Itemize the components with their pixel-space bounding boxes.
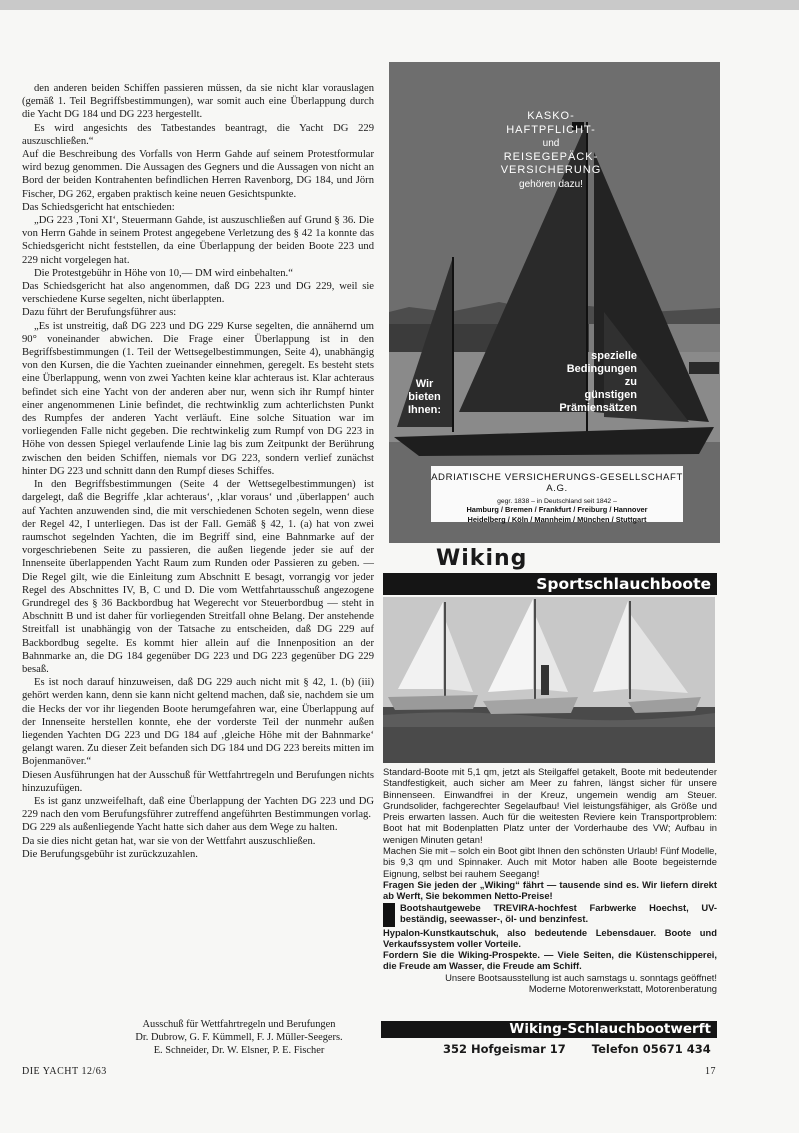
scan-top-edge bbox=[0, 0, 799, 10]
article-paragraph: Da sie dies nicht getan hat, war sie von der Wettfahrt auszuschließen. bbox=[22, 835, 316, 847]
wiking-paragraph-7: Unsere Bootsausstellung ist auch samstags u. sonntags geöffnet! bbox=[445, 971, 717, 983]
article-paragraph: Die Protestgebühr in Höhe von 10,— DM wird einbehalten.“ bbox=[34, 267, 293, 279]
offer-line-5: Prämiensätzen bbox=[559, 402, 637, 414]
insurance-company-box bbox=[431, 466, 683, 522]
article-paragraph: den anderen beiden Schiffen passieren müssen, da sie nicht klar vorauslagen (gemäß 1. Teil Begriffsbestimmungen), war somit auch eine Überlappung durch die Yacht DG 184 und DG 223 hergestellt. bbox=[22, 83, 374, 121]
committee-name: Ausschuß für Wettfahrtregeln und Berufungen bbox=[142, 1019, 336, 1030]
headline-line-5: VERSICHERUNG bbox=[500, 164, 602, 176]
headline-line-4: REISEGEPÄCK- bbox=[503, 150, 599, 163]
insurance-cities-2: Heidelberg / Köln / Mannheim / München / Stuttgart bbox=[467, 515, 647, 524]
footer-magazine: DIE YACHT 12/63 bbox=[22, 1066, 107, 1077]
article-paragraph: DG 229 als außenliegende Yacht hatte sich daher aus dem Wege zu halten. bbox=[22, 822, 338, 834]
article-paragraph: Dazu führt der Berufungsführer aus: bbox=[22, 307, 177, 319]
committee-members-2: E. Schneider, Dr. W. Elsner, P. E. Fischer bbox=[153, 1045, 325, 1057]
article-paragraph: Das Schiedsgericht hat entschieden: bbox=[22, 201, 175, 213]
article-paragraph: Es ist noch darauf hinzuweisen, daß DG 229 auch nicht mit § 42, 1. (b) (iii) gehört werden kann, denn sie kann nicht geltend machen, daß sie, nachdem sie um die Hecks der vor ihr liegenden Boote herumgefahren war, eine Überlappung auf der Innenseite herstellen konnte, ehe der vorderste Teil der nunmehr außen liegenden Yachten DG 223 und DG 184 auf ‚gleiche Höhe mit der Bahnmarke‘ gelangt waren. Zu dieser Zeit befanden sich DG 184 und DG 223 bereits mitten im Bojenmanöver.“ bbox=[22, 677, 374, 768]
wiking-address-line bbox=[443, 1042, 733, 1056]
wiking-boats-photo bbox=[383, 597, 715, 763]
wiking-paragraph-2: Machen Sie mit – solch ein Boot gibt Ihnen den schönsten Urlaub! Fünf Modelle, bis 9,3 qm und Spinnaker. Auch mit Motor haben alle Boote begeisternde Eignung, selbst bei rauhem Seegang! bbox=[383, 845, 717, 879]
insurance-ad bbox=[389, 62, 720, 543]
wiking-material-row bbox=[383, 902, 717, 927]
wiking-paragraph-8: Moderne Motorenwerkstatt, Motorenberatung bbox=[528, 983, 717, 995]
wiking-address: 352 Hofgeismar 17 bbox=[443, 1042, 566, 1056]
article-paragraph: Das Schiedsgericht hat also angenommen, daß DG 223 und DG 229, weil sie verschiedene Kurse segelten, nicht überlappten. bbox=[22, 281, 374, 306]
offer-line-2: Bedingungen bbox=[566, 363, 637, 375]
wiking-phone: Telefon 05671 434 bbox=[591, 1042, 711, 1056]
article-paragraph: „Es ist unstreitig, daß DG 223 und DG 229 Kurse segelten, die annähernd um 90° voneinander abwichen. Die Frage einer Überlappung ist in den Begriffsbestimmungen (1. Teil der Wettsegelbestimmungen, Seite 4), unabhängig von den Kursen, die die Yachten zueinander einnehmen, geregelt. Es besteht stets eine Überlappung, wenn von zwei Yachten keine klar achteraus ist. Klar achteraus befindet sich eine Yacht von der anderen aber nur, wenn sich ihr Rumpf hinter einer angenommenen Linie befindet, die rechtwinklig zum achterlichsten Punkt des Rumpfes der anderen Yacht verläuft. Eine solche Situation war im vorliegenden Falle nicht gegeben. Die rechtwinkelig zum Rumpf von DG 223 in Höhe von dessen Spiegel verlaufende Linie lag bis zum Zeitpunkt der Berührung zwischen den beiden Schiffen, niemals vor DG 223, sondern verlief zunächst hinter DG 223 und schnitt dann den Rumpf dieses Schiffes. bbox=[22, 320, 374, 477]
article-paragraph: Es ist ganz unzweifelhaft, daß eine Überlappung der Yachten DG 223 und DG 229 nach den vom Berufungsführer zutreffend angeführten Bestimmungen vorlag. bbox=[22, 795, 374, 821]
signature-block bbox=[104, 1018, 374, 1058]
offer-intro-1: Wir bbox=[415, 378, 434, 390]
headline-line-2: HAFTPFLICHT- bbox=[506, 123, 596, 136]
article-paragraph: Auf die Beschreibung des Vorfalls von Herrn Gahde auf seinem Protestformular wird bezug genommen. Die Aussagen des Gegners und die Aussagen von nicht an Bord der beiden Kontrahenten befindlichen Herren Ravenborg, DG 184, und Jörn Fischer, DG 262, ergaben praktisch keine neuen Gesichtspunkte. bbox=[22, 149, 374, 200]
wiking-product-banner: Sportschlauchboote bbox=[383, 573, 717, 595]
insurance-cities-1: Hamburg / Bremen / Frankfurt / Freiburg / Hannover bbox=[466, 505, 648, 514]
wiking-brand: Wiking bbox=[436, 546, 528, 571]
insurance-established: gegr. 1838 – in Deutschland seit 1842 – bbox=[497, 498, 617, 505]
headline-line-3: und bbox=[542, 138, 560, 149]
article-paragraph: „DG 223 ‚Toni XI‘, Steuermann Gahde, ist auszuschließen auf Grund § 36. Die von Herrn Gahde in seinem Protest angegebene Verletzung des § 42 1a konnte das Schiedsgericht nicht feststellen, da eine Überlappung der beiden Boote 223 und 229 nicht vorgelegen hat. bbox=[22, 215, 374, 266]
article-paragraph: In den Begriffsbestimmungen (Seite 4 der Wettsegelbestimmungen) ist dargelegt, daß die Begriffe ‚klar achteraus‘, ‚klar voraus‘ und ‚überlappen‘ auch auf Yachten anzuwenden sind, die mit verschiedenen Schoten segeln, wenn diese der Regel 42, I unterliegen. Das ist der Fall. Gemäß § 42, 1. (a) hat von zwei raumschot segelnden Yachten, die im Begriff sind, eine Bahnmarke auf der vorgeschriebenen Seite zu passieren, die außen liegende jeder sie auf der Innenseite überlappenden Yacht Raum zum Runden oder Passieren zu geben. — Die Regel gilt, wie die Einleitung zum Abschnitt E besagt, vorrangig vor jeder Regel des Abschnittes IV, B, C und D. Die vom Wettfahrtausschuß angezogene Grundregel des § 36 Backbordbug hat Wegerecht vor Steuerbordbug — steht in Abschnitt B und ist daher für vorliegenden Streitfall ohne Belang. Der anstehende Streitfall ist unabhängig von der Tatsache zu entscheiden, daß DG 229 auf Backbordbug segelte. Es kommt hier allein auf die Innenposition an der Bahnmarke an, die DG 184 gegenüber DG 223 und DG 223 gegenüber DG 229 besaß. bbox=[22, 479, 374, 675]
article-paragraph: Es wird angesichts des Tatbestandes beantragt, die Yacht DG 229 auszuschließen.“ bbox=[22, 122, 374, 147]
bullet-square-icon bbox=[383, 903, 395, 927]
wiking-paragraph-1: Standard-Boote mit 5,1 qm, jetzt als Steilgaffel getakelt, Boote mit bedeutender Standfestigkeit, auch sicher am Meer zu fahren, längst sicher für unsere Binnenseen. Einwandfrei in der Kreuz, ungemein wendig am Steuer. Grundsolider, fachgerechter Segelaufbau! Viel leistungsfähiger, als Größe und Preis erwarten lassen. Auch für die weitesten Reviere kein Transportproblem: Boot hat mit Bodenplatten Platz unter der Vorderhaube des VW; Aufbau in wenigen Minuten getan! bbox=[383, 766, 717, 845]
wiking-paragraph-5: Hypalon-Kunstkautschuk, also bedeutende Lebensdauer. Boote und Verkaufssystem voller Vorteile. bbox=[383, 926, 717, 949]
headline-sub: gehören dazu! bbox=[519, 178, 583, 190]
wiking-ad-text bbox=[383, 766, 717, 994]
offer-line-1: spezielle bbox=[591, 350, 637, 362]
wiking-paragraph-4: Bootshautgewebe TREVIRA-hochfest Farbwerke Hoechst, UV-beständig, seewasser-, öl- und benzinfest. bbox=[400, 901, 717, 924]
wiking-paragraph-3: Fragen Sie jeden der „Wiking“ fährt — tausende sind es. Wir liefern direkt ab Werft, Sie bekommen Netto-Preise! bbox=[383, 878, 717, 902]
offer-intro bbox=[397, 378, 452, 417]
headline-line-1: KASKO- bbox=[527, 110, 575, 122]
article-paragraph: Die Berufungsgebühr ist zurückzuzahlen. bbox=[22, 848, 198, 860]
offer-line-4: günstigen bbox=[584, 389, 637, 401]
article-text bbox=[22, 82, 374, 861]
wiking-company-banner: Wiking-Schlauchbootwerft bbox=[381, 1021, 717, 1038]
offer-line-3: zu bbox=[624, 376, 637, 388]
insurance-headline bbox=[485, 110, 617, 191]
committee-members-1: Dr. Dubrow, G. F. Kümmell, F. J. Müller-Seegers. bbox=[135, 1032, 343, 1044]
offer-intro-3: Ihnen: bbox=[408, 404, 441, 416]
article-paragraph: Diesen Ausführungen hat der Ausschuß für Wettfahrtregeln und Berufungen nichts hinzuzufügen. bbox=[22, 769, 374, 794]
footer-page-number: 17 bbox=[705, 1066, 716, 1077]
offer-text bbox=[519, 350, 637, 415]
offer-intro-2: bieten bbox=[408, 391, 441, 403]
wiking-paragraph-6: Fordern Sie die Wiking-Prospekte. — Viele Seiten, die Küstenschipperei, die Freude am Wasser, die Freude am Schiff. bbox=[383, 949, 717, 972]
insurance-company-name: ADRIATISCHE VERSICHERUNGS-GESELLSCHAFT A.G. bbox=[431, 472, 683, 494]
